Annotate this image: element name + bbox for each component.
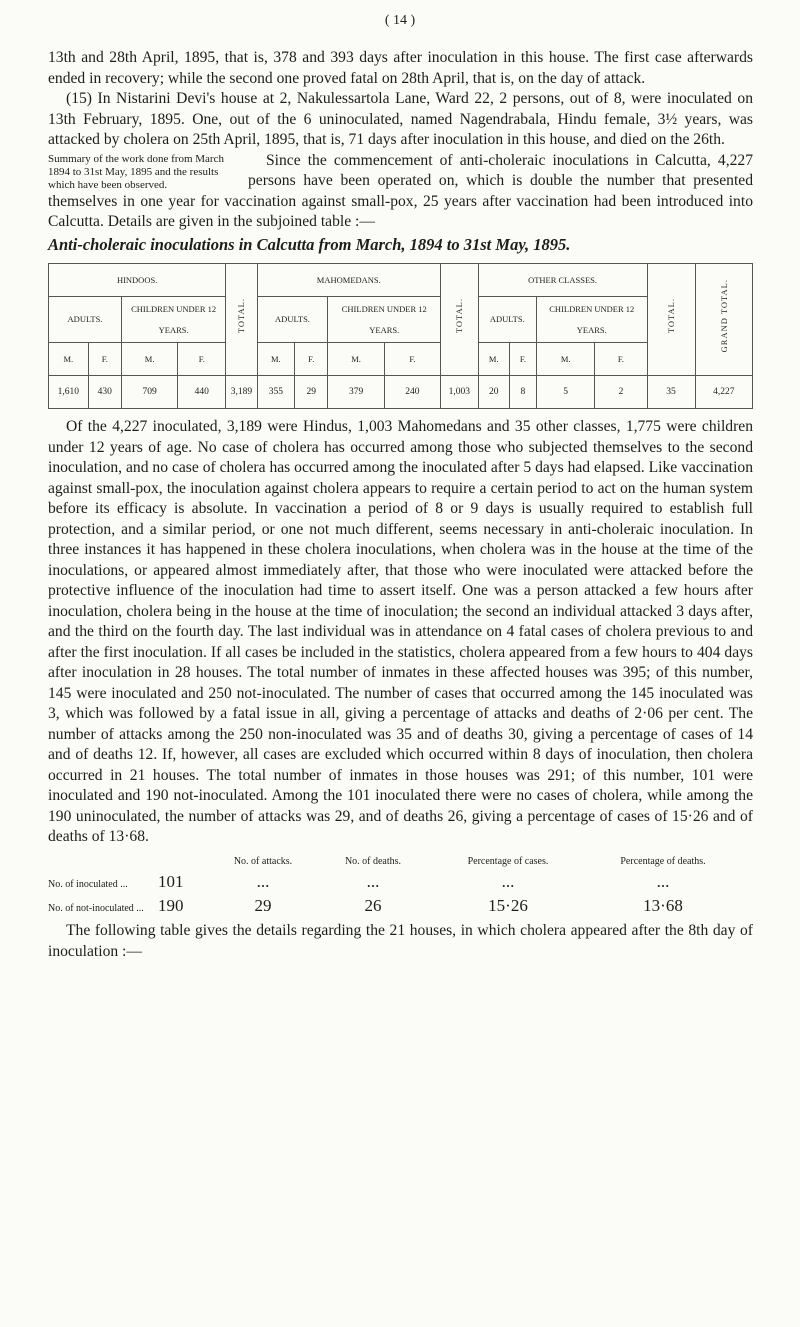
body-text: [48, 48, 753, 962]
header-male: M.: [121, 343, 177, 376]
header-children: CHILDREN UNDER 12 YEARS.: [536, 297, 647, 343]
header-male: M.: [536, 343, 594, 376]
summary-pct-deaths: 13·68: [643, 895, 683, 915]
paragraph-summary-text: Since the commencement of anti-choleraic inoculations in Calcutta, 4,227 persons have been operated on, which is double the number that presented themselves in one year for vaccination against small-pox, 25 years after vaccination had been introduced into Calcutta. Details are given in the subjoined table :—: [48, 151, 753, 230]
table-cell: 29: [295, 376, 328, 409]
summary-label: No. of inoculated ...: [48, 879, 128, 890]
header-children: CHILDREN UNDER 12 YEARS.: [328, 297, 441, 343]
summary-deaths: 26: [364, 895, 382, 915]
header-female: F.: [595, 343, 647, 376]
table-cell: 1,610: [49, 376, 89, 409]
table-cell: 3,189: [226, 376, 257, 409]
table-cell: 5: [536, 376, 594, 409]
summary-pct-deaths: ...: [656, 872, 670, 891]
summary-count: 101: [158, 872, 184, 891]
summary-label: No. of not-inoculated ...: [48, 902, 144, 914]
table-cell: 8: [509, 376, 536, 409]
inoculation-table: [48, 263, 753, 409]
header-total-mahomedans: TOTAL.: [441, 264, 479, 376]
summary-row-not-inoculated: [48, 896, 753, 920]
summary-header-pct-cases: Percentage of cases.: [467, 855, 549, 867]
side-note: Summary of the work done from March 1894 to 31st May, 1895 and the results which have been observed.: [48, 152, 224, 191]
header-total-other: TOTAL.: [647, 264, 695, 376]
summary-attacks: 29: [254, 895, 272, 915]
page-number: ( 14 ): [384, 13, 416, 28]
summary-header: [48, 852, 753, 873]
table-cell: 2: [595, 376, 647, 409]
summary-header-deaths: No. of deaths.: [344, 855, 402, 867]
header-female: F.: [384, 343, 440, 376]
summary-header-pct-deaths: Percentage of deaths.: [620, 855, 706, 867]
header-male: M.: [257, 343, 295, 376]
header-mahomedans: MAHOMEDANS.: [257, 264, 441, 297]
summary-attacks: ...: [256, 872, 270, 891]
header-male: M.: [49, 343, 89, 376]
header-female: F.: [178, 343, 226, 376]
table-cell: 4,227: [695, 376, 752, 409]
header-adults: ADULTS.: [257, 297, 328, 343]
table-heading: Anti-choleraic inoculations in Calcutta from March, 1894 to 31st May, 1895.: [48, 234, 571, 254]
summary-pct-cases: 15·26: [488, 895, 528, 915]
summary-pct-cases: ...: [501, 872, 515, 891]
header-grand-total: GRAND TOTAL.: [695, 264, 752, 376]
header-hindoos: HINDOOS.: [49, 264, 226, 297]
header-adults: ADULTS.: [478, 297, 536, 343]
header-female: F.: [509, 343, 536, 376]
table-cell: 440: [178, 376, 226, 409]
table-cell: 709: [121, 376, 177, 409]
header-children: CHILDREN UNDER 12 YEARS.: [121, 297, 225, 343]
header-adults: ADULTS.: [49, 297, 122, 343]
paragraph-following: The following table gives the details regarding the 21 houses, in which cholera appeared after the 8th day of inoculation :—: [48, 922, 753, 960]
header-male: M.: [478, 343, 509, 376]
summary-header-attacks: No. of attacks.: [233, 855, 293, 867]
paragraph-continued: 13th and 28th April, 1895, that is, 378 and 393 days after inoculation in this house. The first case afterwards ended in recovery; while the second one proved fatal on 28th April, that is, on the day of attack.: [48, 49, 753, 87]
header-female: F.: [88, 343, 121, 376]
table-cell: 1,003: [441, 376, 479, 409]
table-cell: 430: [88, 376, 121, 409]
summary-header-spacer: [48, 852, 208, 873]
summary-count: 190: [158, 895, 184, 915]
paragraph-summary: [48, 151, 753, 233]
header-total-hindoos: TOTAL.: [226, 264, 257, 376]
header-male: M.: [328, 343, 384, 376]
table-cell: 20: [478, 376, 509, 409]
paragraph-15: (15) In Nistarini Devi's house at 2, Nakulessartola Lane, Ward 22, 2 persons, out of 8, were inoculated on 13th February, 1895. One, out of the 6 uninoculated, named Nagendrabala, Hindu female, 3½ years, was attacked by cholera on 25th April, 1895, that is, 71 days after inoculation in this house, and died on the 26th.: [48, 90, 753, 148]
summary-row-inoculated: [48, 872, 753, 896]
header-female: F.: [295, 343, 328, 376]
summary-deaths: ...: [366, 872, 380, 891]
paragraph-main: Of the 4,227 inoculated, 3,189 were Hindus, 1,003 Mahomedans and 35 other classes, 1,775 were children under 12 years of age. No case of cholera has occurred among those who subjected themselves to the second inoculation, and no case of cholera has occurred among the inoculated after 5 days had elapsed. Like vaccination against small-pox, the inoculation against cholera appears to require a certain period to act on the human system before its efficacy is absolute. In vaccination a period of 8 or 9 days is usually required to establish full protection, and a similar period, or one not much different, seems necessary in anti-choleraic inoculation. In three instances it has happened in these cholera inoculations, when cholera was in the house at the time of the inoculations, or appeared almost immediately after, that those who were inoculated were attacked before the protective influence of the inoculation had time to assert itself. One was a person attacked a few hours after inoculation, cholera being in the house at the time of inoculation; the second an individual attacked 3 days after, and the third on the fourth day. The last individual was in attendance on 4 fatal cases of cholera previous to and after the first inoculation. If all cases be included in the statistics, cholera appeared from a few hours to 404 days after inoculation in 28 houses. The total number of inmates in these affected houses was 395; of this number, 145 were inoculated and 250 not-inoculated. The number of cases that occurred among the 145 inoculated was 3, which was followed by a fatal issue in all, giving a percentage of attacks and deaths of 2·06 per cent. The number of attacks among the 250 non-inoculated was 35 and of deaths 30, giving a percentage of cases of 14 and of deaths 12. If, however, all cases are excluded which occurred within 8 days of inoculation, then cholera occurred in 21 houses. The total number of inmates in those houses was 291; of this number, 101 were inoculated and 190 not-inoculated. Among the 101 inoculated there were no cases of cholera, while among the 190 uninoculated, the number of attacks was 29, and of deaths 26, giving a percentage of cases of 15·26 and of deaths of 13·68.: [48, 418, 753, 845]
table-cell: 379: [328, 376, 384, 409]
table-cell: 355: [257, 376, 295, 409]
summary-table: [48, 852, 753, 920]
table-cell: 240: [384, 376, 440, 409]
table-cell: 35: [647, 376, 695, 409]
header-other-classes: OTHER CLASSES.: [478, 264, 647, 297]
